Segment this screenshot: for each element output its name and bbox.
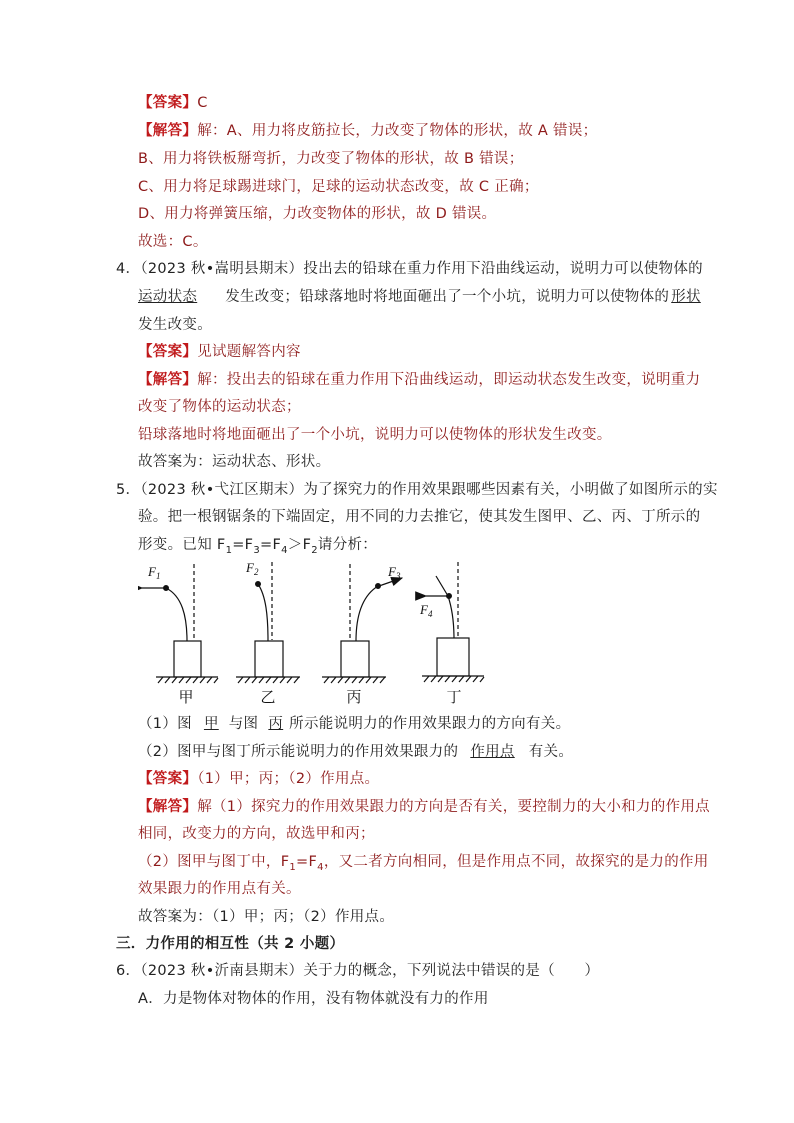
q4-solution-line-4: 故答案为：运动状态、形状。 (138, 454, 331, 470)
q3-solution-line-5: 故选：C。 (138, 234, 208, 250)
part-text: 有关。 (528, 744, 574, 760)
solution-tag: 【解答】 (138, 799, 198, 815)
q4-stem-line-2 (138, 287, 701, 307)
blank-answer: 作用点 (470, 744, 515, 760)
part-text: 所示能说明力的作用效果跟力的方向有关。 (289, 716, 571, 732)
part-text: 与图 (228, 716, 259, 732)
solution-tag: 【解答】 (138, 123, 198, 139)
q5-stem-line-1 (116, 480, 718, 500)
q3-answer (138, 93, 208, 113)
blank-answer-1: 甲 (203, 716, 219, 732)
q4-solution-line-3: 铅球落地时将地面砸出了一个小坑，说明力可以使物体的形状发生改变。 (138, 427, 612, 443)
q5-part-2 (138, 742, 573, 762)
subscript: 3 (253, 544, 260, 556)
solution-text: 解（1）探究力的作用效果跟力的方向是否有关，要控制力的大小和力的作用点 (197, 799, 710, 815)
solution-text: ，又二者方向相同，但是作用点不同，故探究的是力的作用 (323, 854, 709, 870)
figure-bing (322, 564, 402, 683)
solution-text: 解：投出去的铅球在重力作用下沿曲线运动，即运动状态发生改变，说明重力 (197, 372, 701, 388)
figure-label-ding: 丁 (446, 688, 462, 706)
part-text: （1）图 (138, 716, 192, 732)
q5-solution-line-1 (138, 797, 710, 817)
solution-text: 解：A、用力将皮筋拉长，力改变了物体的形状，故 A 错误； (197, 123, 598, 139)
blank-answer-1: 运动状态 (138, 289, 198, 305)
answer-text: （1）甲；丙；（2）作用点。 (197, 771, 380, 787)
subscript: 4 (281, 544, 288, 556)
solution-tag: 【解答】 (138, 372, 198, 388)
saw-blade-figure (138, 556, 498, 706)
force-label-f1: $F_1$ (148, 564, 161, 581)
stem-text: =F (232, 537, 254, 553)
q5-answer (138, 769, 379, 789)
stem-text: 形变。已知 F (138, 537, 226, 553)
q3-solution-line-3: C、用力将足球踢进球门，足球的运动状态改变，故 C 正确； (138, 179, 539, 195)
question-text: 发生改变；铅球落地时将地面砸出了一个小坑，说明力可以使物体的 (225, 289, 670, 305)
force-label-f4: $F_4$ (420, 602, 433, 619)
stem-text: ＞F (287, 537, 312, 553)
question-number: 6． (116, 963, 141, 979)
q5-solution-line-2: 相同，改变力的方向，故选甲和丙； (138, 826, 375, 842)
q5-solution-line-4: 效果跟力的作用点有关。 (138, 881, 301, 897)
q5-solution-line-3 (138, 852, 709, 878)
question-number: 4． (116, 261, 141, 277)
stem-text: =F (260, 537, 282, 553)
part-text: （2）图甲与图丁所示能说明力的作用效果跟力的 (138, 744, 459, 760)
figure-ding (422, 562, 484, 682)
question-text: （2023 秋•弋江区期末）为了探究力的作用效果跟哪些因素有关，小明做了如图所示的实 (140, 482, 718, 498)
q3-solution-line-4: D、用力将弹簧压缩，力改变物体的形状，故 D 错误。 (138, 206, 497, 222)
q3-solution-line-1 (138, 121, 597, 141)
subscript: 2 (311, 544, 318, 556)
q5-part-1 (138, 714, 570, 734)
solution-text: （2）图甲与图丁中，F (138, 854, 290, 870)
q4-solution-line-1 (138, 370, 700, 390)
question-text: （2023 秋•沂南县期末）关于力的概念，下列说法中错误的是（ ） (140, 963, 600, 979)
answer-tag: 【答案】 (138, 344, 198, 360)
section-heading: 三．力作用的相互性（共 2 小题） (116, 936, 345, 952)
q6-stem (116, 961, 599, 981)
q4-answer (138, 342, 301, 362)
figure-jia (142, 564, 218, 683)
force-label-f3: $F_3$ (388, 564, 401, 581)
figure-label-bing: 丙 (346, 688, 362, 706)
solution-text: =F (296, 854, 318, 870)
subscript: 1 (289, 861, 297, 873)
subscript: 4 (317, 861, 324, 873)
q4-stem-line-1 (116, 259, 703, 279)
answer-text: C (197, 95, 208, 111)
question-number: 5． (116, 482, 141, 498)
subscript: 1 (225, 544, 233, 556)
q5-stem-line-2: 验。把一根钢锯条的下端固定，用不同的力去推它，使其发生图甲、乙、丙、丁所示的 (138, 509, 701, 525)
q5-solution-line-5: 故答案为：（1）甲；丙；（2）作用点。 (138, 909, 395, 925)
figure-yi (236, 562, 300, 683)
blank-answer-2: 形状 (671, 289, 701, 305)
figure-label-yi: 乙 (260, 688, 276, 706)
q6-option-a: A．力是物体对物体的作用，没有物体就没有力的作用 (138, 991, 489, 1007)
force-label-f2: $F_2$ (246, 560, 259, 577)
blank-answer-2: 丙 (268, 716, 284, 732)
q4-solution-line-2: 改变了物体的运动状态； (138, 399, 301, 415)
question-text: （2023 秋•嵩明县期末）投出去的铅球在重力作用下沿曲线运动，说明力可以使物体的 (140, 261, 703, 277)
stem-text: 请分析： (317, 537, 378, 553)
answer-text: 见试题解答内容 (197, 344, 301, 360)
answer-tag: 【答案】 (138, 95, 198, 111)
q4-stem-line-3: 发生改变。 (138, 317, 212, 333)
answer-tag: 【答案】 (138, 771, 198, 787)
q3-solution-line-2: B、用力将铁板掰弯折，力改变了物体的形状，故 B 错误； (138, 151, 524, 167)
figure-label-jia: 甲 (178, 688, 194, 706)
